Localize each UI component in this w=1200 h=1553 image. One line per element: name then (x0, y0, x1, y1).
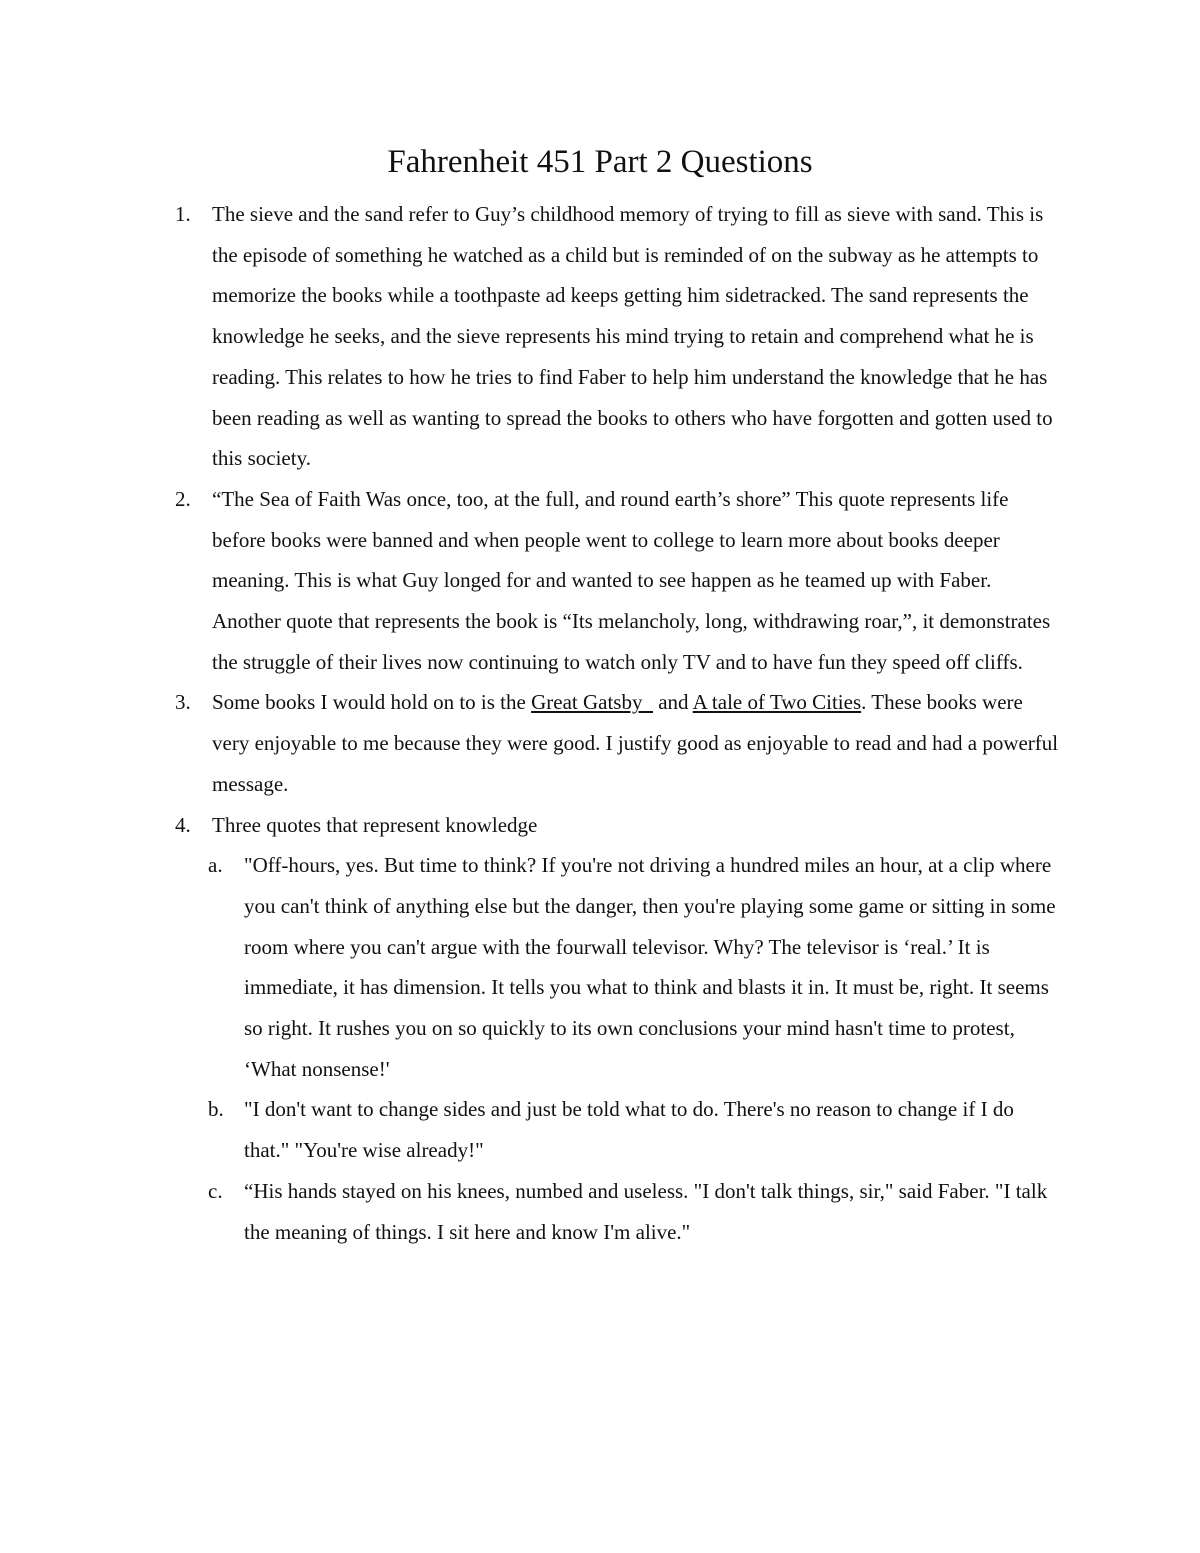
question-number: 4. (175, 812, 191, 837)
quote-item-c (172, 1171, 1060, 1252)
quote-item-a (172, 845, 1060, 1089)
book-title-tale-of-two-cities: A tale of Two Cities (692, 690, 862, 715)
question-item-1 (172, 194, 1060, 479)
question-number: 3. (175, 690, 191, 715)
answer-text-mid: and (652, 690, 693, 715)
question-number: 1. (175, 202, 191, 226)
question-item-2 (172, 479, 1060, 683)
quote-letter: a. (208, 853, 223, 878)
question-answer-text: The sieve and the sand refer to Guy’s childhood memory of trying to fill as sieve with sand. This is the episode of something he watched as a child but is reminded of on the subway as he attempts to memorize the books while a toothpaste ad keeps getting him sidetracked. The sand represents the knowledge he seeks, and the sieve represents his mind trying to retain and comprehend what he is reading. This relates to how he tries to find Faber to help him understand the knowledge that he has been reading as well as wanting to spread the books to others who have forgotten and gotten used to this society. (212, 202, 1053, 471)
questions-list (172, 194, 1060, 845)
answer-text-before: Some books I would hold on to is the (212, 690, 532, 715)
question-answer-text: Three quotes that represent knowledge (212, 812, 538, 837)
quote-letter: b. (208, 1097, 224, 1122)
quote-text: “His hands stayed on his knees, numbed and useless. "I don't talk things, sir," said Faber. "I talk the meaning of things. I sit here and know I'm alive." (244, 1178, 1048, 1244)
document-title: Fahrenheit 451 Part 2 Questions (387, 144, 813, 180)
knowledge-quotes-list (172, 845, 1060, 1252)
question-answer-text: “The Sea of Faith Was once, too, at the full, and round earth’s shore” This quote represents life before books were banned and when people went to college to learn more about books deeper meaning. This is what Guy longed for and wanted to see happen as he teamed up with Faber. Another quote that represents the book is “Its melancholy, long, withdrawing roar,”, it demonstrates the struggle of their lives now continuing to watch only TV and to have fun they speed off cliffs. (212, 486, 1051, 674)
answer-text-after: . These books were very enjoyable to me because they were good. I justify good as enjoyable to read and had a powerful message. (212, 690, 1059, 796)
question-item-4 (172, 805, 1060, 846)
quote-text: "Off-hours, yes. But time to think? If you're not driving a hundred miles an hour, at a clip where you can't think of anything else but the danger, then you're playing some game or sitting in some room where you can't argue with the fourwall televisor. Why? The televisor is ‘real.’ It is immediate, it has dimension. It tells you what to think and blasts it in. It must be, right. It seems so right. It rushes you on so quickly to its own conclusions your mind hasn't time to protest, ‘What nonsense!' (244, 853, 1056, 1081)
quote-letter: c. (208, 1178, 223, 1203)
question-item-3 (172, 682, 1060, 804)
quote-item-b (172, 1089, 1060, 1170)
question-number: 2. (175, 486, 191, 511)
book-title-great-gatsby: Great Gatsby (531, 690, 653, 715)
quote-text: "I don't want to change sides and just be told what to do. There's no reason to change if I do that." "You're wise already!" (244, 1097, 1014, 1163)
